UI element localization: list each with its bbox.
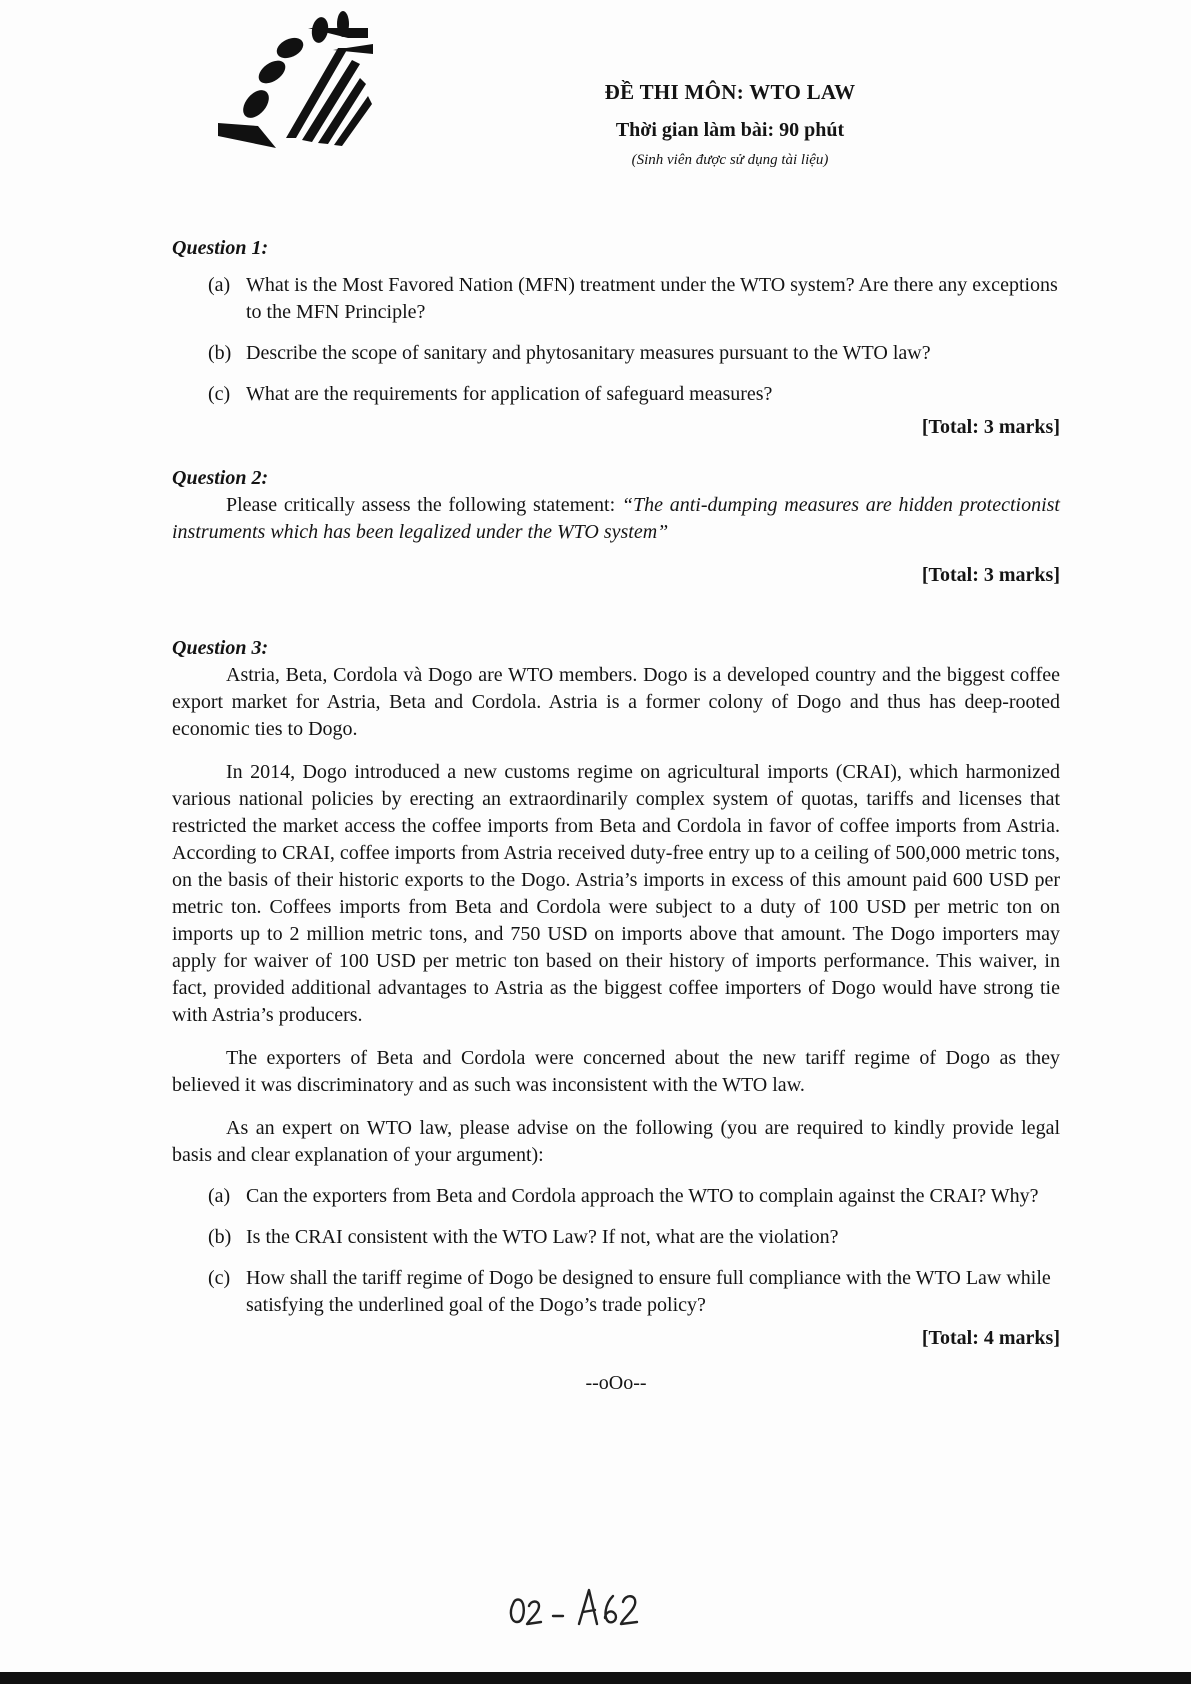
question-2-body: [172, 492, 1060, 546]
question-1: [172, 235, 1060, 441]
university-logo-icon: [218, 8, 378, 163]
question-3-heading: Question 3:: [172, 637, 269, 659]
question-3-paragraph: The exporters of Beta and Cordola were concerned about the new tariff regime of Dogo as they believed it was discriminatory and as such was inconsistent with the WTO law.: [172, 1047, 1060, 1096]
question-2: [172, 465, 1060, 589]
question-3-paragraph: Astria, Beta, Cordola và Dogo are WTO members. Dogo is a developed country and the biggest coffee export market for Astria, Beta and Cordola. Astria is a former colony of Dogo and thus has deep-rooted economic ties to Dogo.: [172, 664, 1060, 740]
item-letter: (c): [208, 1267, 231, 1289]
question-1-total: [Total: 3 marks]: [921, 416, 1060, 438]
handwritten-exam-code: [505, 1582, 665, 1632]
item-letter: (b): [208, 1226, 232, 1248]
item-text: Is the CRAI consistent with the WTO Law? If not, what are the violation?: [246, 1226, 839, 1248]
question-3-paragraph: In 2014, Dogo introduced a new customs regime on agricultural imports (CRAI), which harmonized various national policies by erecting an extraordinarily complex system of quotas, tariffs and licenses that restricted the market access the coffee imports from Beta and Cordola in favor of coffee imports from Astria. According to CRAI, coffee imports from Astria received duty-free entry up to a ceiling of 500,000 metric tons, on the basis of their historic exports to the Dogo. Astria’s imports in excess of this amount paid 600 USD per metric ton. Coffees imports from Beta and Cordola were subject to a duty of 100 USD per metric ton on imports up to 2 million metric tons, and 750 USD on imports above that amount. The Dogo importers may apply for waiver of 100 USD per metric ton based on their history of imports performance. This waiver, in fact, provided additional advantages to Astria as the biggest coffee importers of Dogo would have strong tie with Astria’s producers.: [172, 761, 1060, 1026]
item-text: What are the requirements for application of safeguard measures?: [246, 383, 773, 405]
exam-note: (Sinh viên được sử dụng tài liệu): [631, 152, 829, 168]
question-2-intro: Please critically assess the following statement:: [226, 494, 622, 516]
scan-bottom-edge: [0, 1672, 1191, 1684]
question-1-item-a: [208, 272, 1060, 326]
question-3-item-a: [208, 1183, 1060, 1210]
item-letter: (b): [208, 342, 232, 364]
question-3-item-c: [208, 1265, 1060, 1319]
question-2-statement: “The anti-dumping measures are hidden protectionist instruments which has been legalized under the WTO system”: [172, 494, 1060, 543]
item-letter: (a): [208, 1185, 231, 1207]
item-text: Can the exporters from Beta and Cordola approach the WTO to complain against the CRAI? Why?: [246, 1185, 1039, 1207]
item-text: How shall the tariff regime of Dogo be designed to ensure full compliance with the WTO Law while satisfying the underlined goal of the Dogo’s trade policy?: [246, 1267, 1051, 1316]
question-1-item-c: [208, 381, 1060, 408]
question-3-items: [172, 1183, 1060, 1319]
question-1-item-b: [208, 340, 1060, 367]
exam-title: ĐỀ THI MÔN: WTO LAW: [604, 80, 856, 104]
item-letter: (c): [208, 383, 231, 405]
exam-header: [560, 80, 900, 169]
item-text: What is the Most Favored Nation (MFN) treatment under the WTO system? Are there any exceptions to the MFN Principle?: [246, 274, 1058, 323]
exam-duration: Thời gian làm bài: 90 phút: [615, 119, 845, 141]
question-3-item-b: [208, 1224, 1060, 1251]
question-2-total: [Total: 3 marks]: [921, 564, 1060, 586]
item-letter: (a): [208, 274, 231, 296]
question-3-total: [Total: 4 marks]: [921, 1327, 1060, 1349]
question-3-paragraph: As an expert on WTO law, please advise on the following (you are required to kindly provide legal basis and clear explanation of your argument):: [172, 1117, 1060, 1166]
end-mark: --oOo--: [585, 1372, 647, 1394]
question-1-items: [172, 272, 1060, 408]
question-2-heading: Question 2:: [172, 467, 269, 489]
item-text: Describe the scope of sanitary and phytosanitary measures pursuant to the WTO law?: [246, 342, 931, 364]
question-3: [172, 635, 1060, 1352]
exam-content: [172, 235, 1060, 1397]
question-1-heading: Question 1:: [172, 237, 269, 259]
